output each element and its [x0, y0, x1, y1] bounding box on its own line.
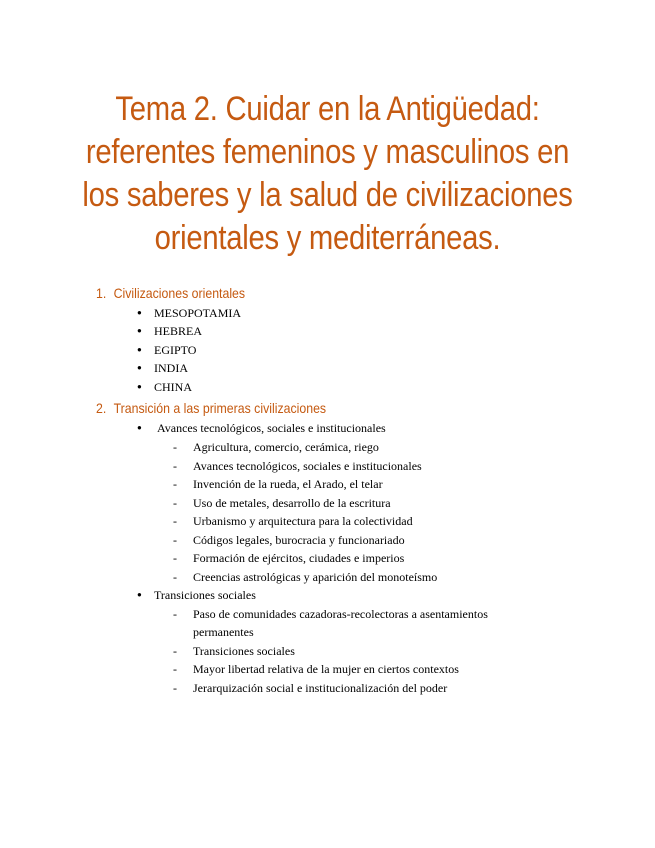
dash-icon: -: [173, 477, 177, 491]
bullet-icon: ●: [137, 326, 142, 335]
bullet-icon: ●: [137, 363, 142, 372]
dash-icon: -: [173, 551, 177, 565]
section-1-heading: [96, 284, 245, 302]
dash-icon: -: [173, 533, 177, 547]
dash-icon: -: [173, 496, 177, 510]
document-page: Tema 2. Cuidar en la Antigüedad: referentes femeninos y masculinos en los saberes y la salud de civilizaciones orientales y mediterráneas. 1. Civilizaciones orientales ● MESOPOTAMIA ● HEBREA ● EGIPTO ● INDIA ● CHINA 2. Transición a las primeras civilizaciones ● Avances tecnológicos, sociales e institucionales - Agricultura, comercio, cerámica, riego - Avances tecnológicos, sociales e institucionales - Invención de la rueda, el Arado, el telar - Uso de metales, desarrollo de la escritura - Urbanismo y arquitectura para la colectividad - Códigos legales, burocracia y funcionariado - Formación de ejércitos, ciudades e imperios - Creencias astrológicas y aparición del monoteísmo ● Transiciones sociales - Paso de comunidades cazadoras-recolectoras a asentamientos permanentes - Transiciones sociales - Mayor libertad relativa de la mujer en ciertos contextos - Jerarquización social e institucionalización del poder: [0, 0, 655, 848]
dash-icon: -: [173, 459, 177, 473]
section-1-title: Civilizaciones orientales: [113, 285, 246, 301]
bullet-icon: ●: [137, 345, 142, 354]
section-2-number: 2.: [96, 400, 107, 416]
dash-icon: -: [173, 662, 177, 676]
section-2-title: Transición a las primeras civilizaciones: [113, 400, 327, 416]
bullet-icon: ●: [137, 590, 142, 599]
dash-icon: -: [173, 440, 177, 454]
bullet-icon: ●: [137, 382, 142, 391]
dash-icon: -: [173, 644, 177, 658]
dash-icon: -: [173, 514, 177, 528]
section-2-heading: [96, 399, 326, 417]
page-title: Tema 2. Cuidar en la Antigüedad: referentes femeninos y masculinos en los saberes y la salud de civilizaciones orientales y mediterráneas.: [82, 90, 573, 257]
section-1-number: 1.: [96, 285, 107, 301]
bullet-icon: ●: [137, 308, 142, 317]
dash-icon: -: [173, 681, 177, 695]
dash-icon: -: [173, 607, 177, 621]
bullet-icon: ●: [137, 423, 142, 432]
dash-icon: -: [173, 570, 177, 584]
